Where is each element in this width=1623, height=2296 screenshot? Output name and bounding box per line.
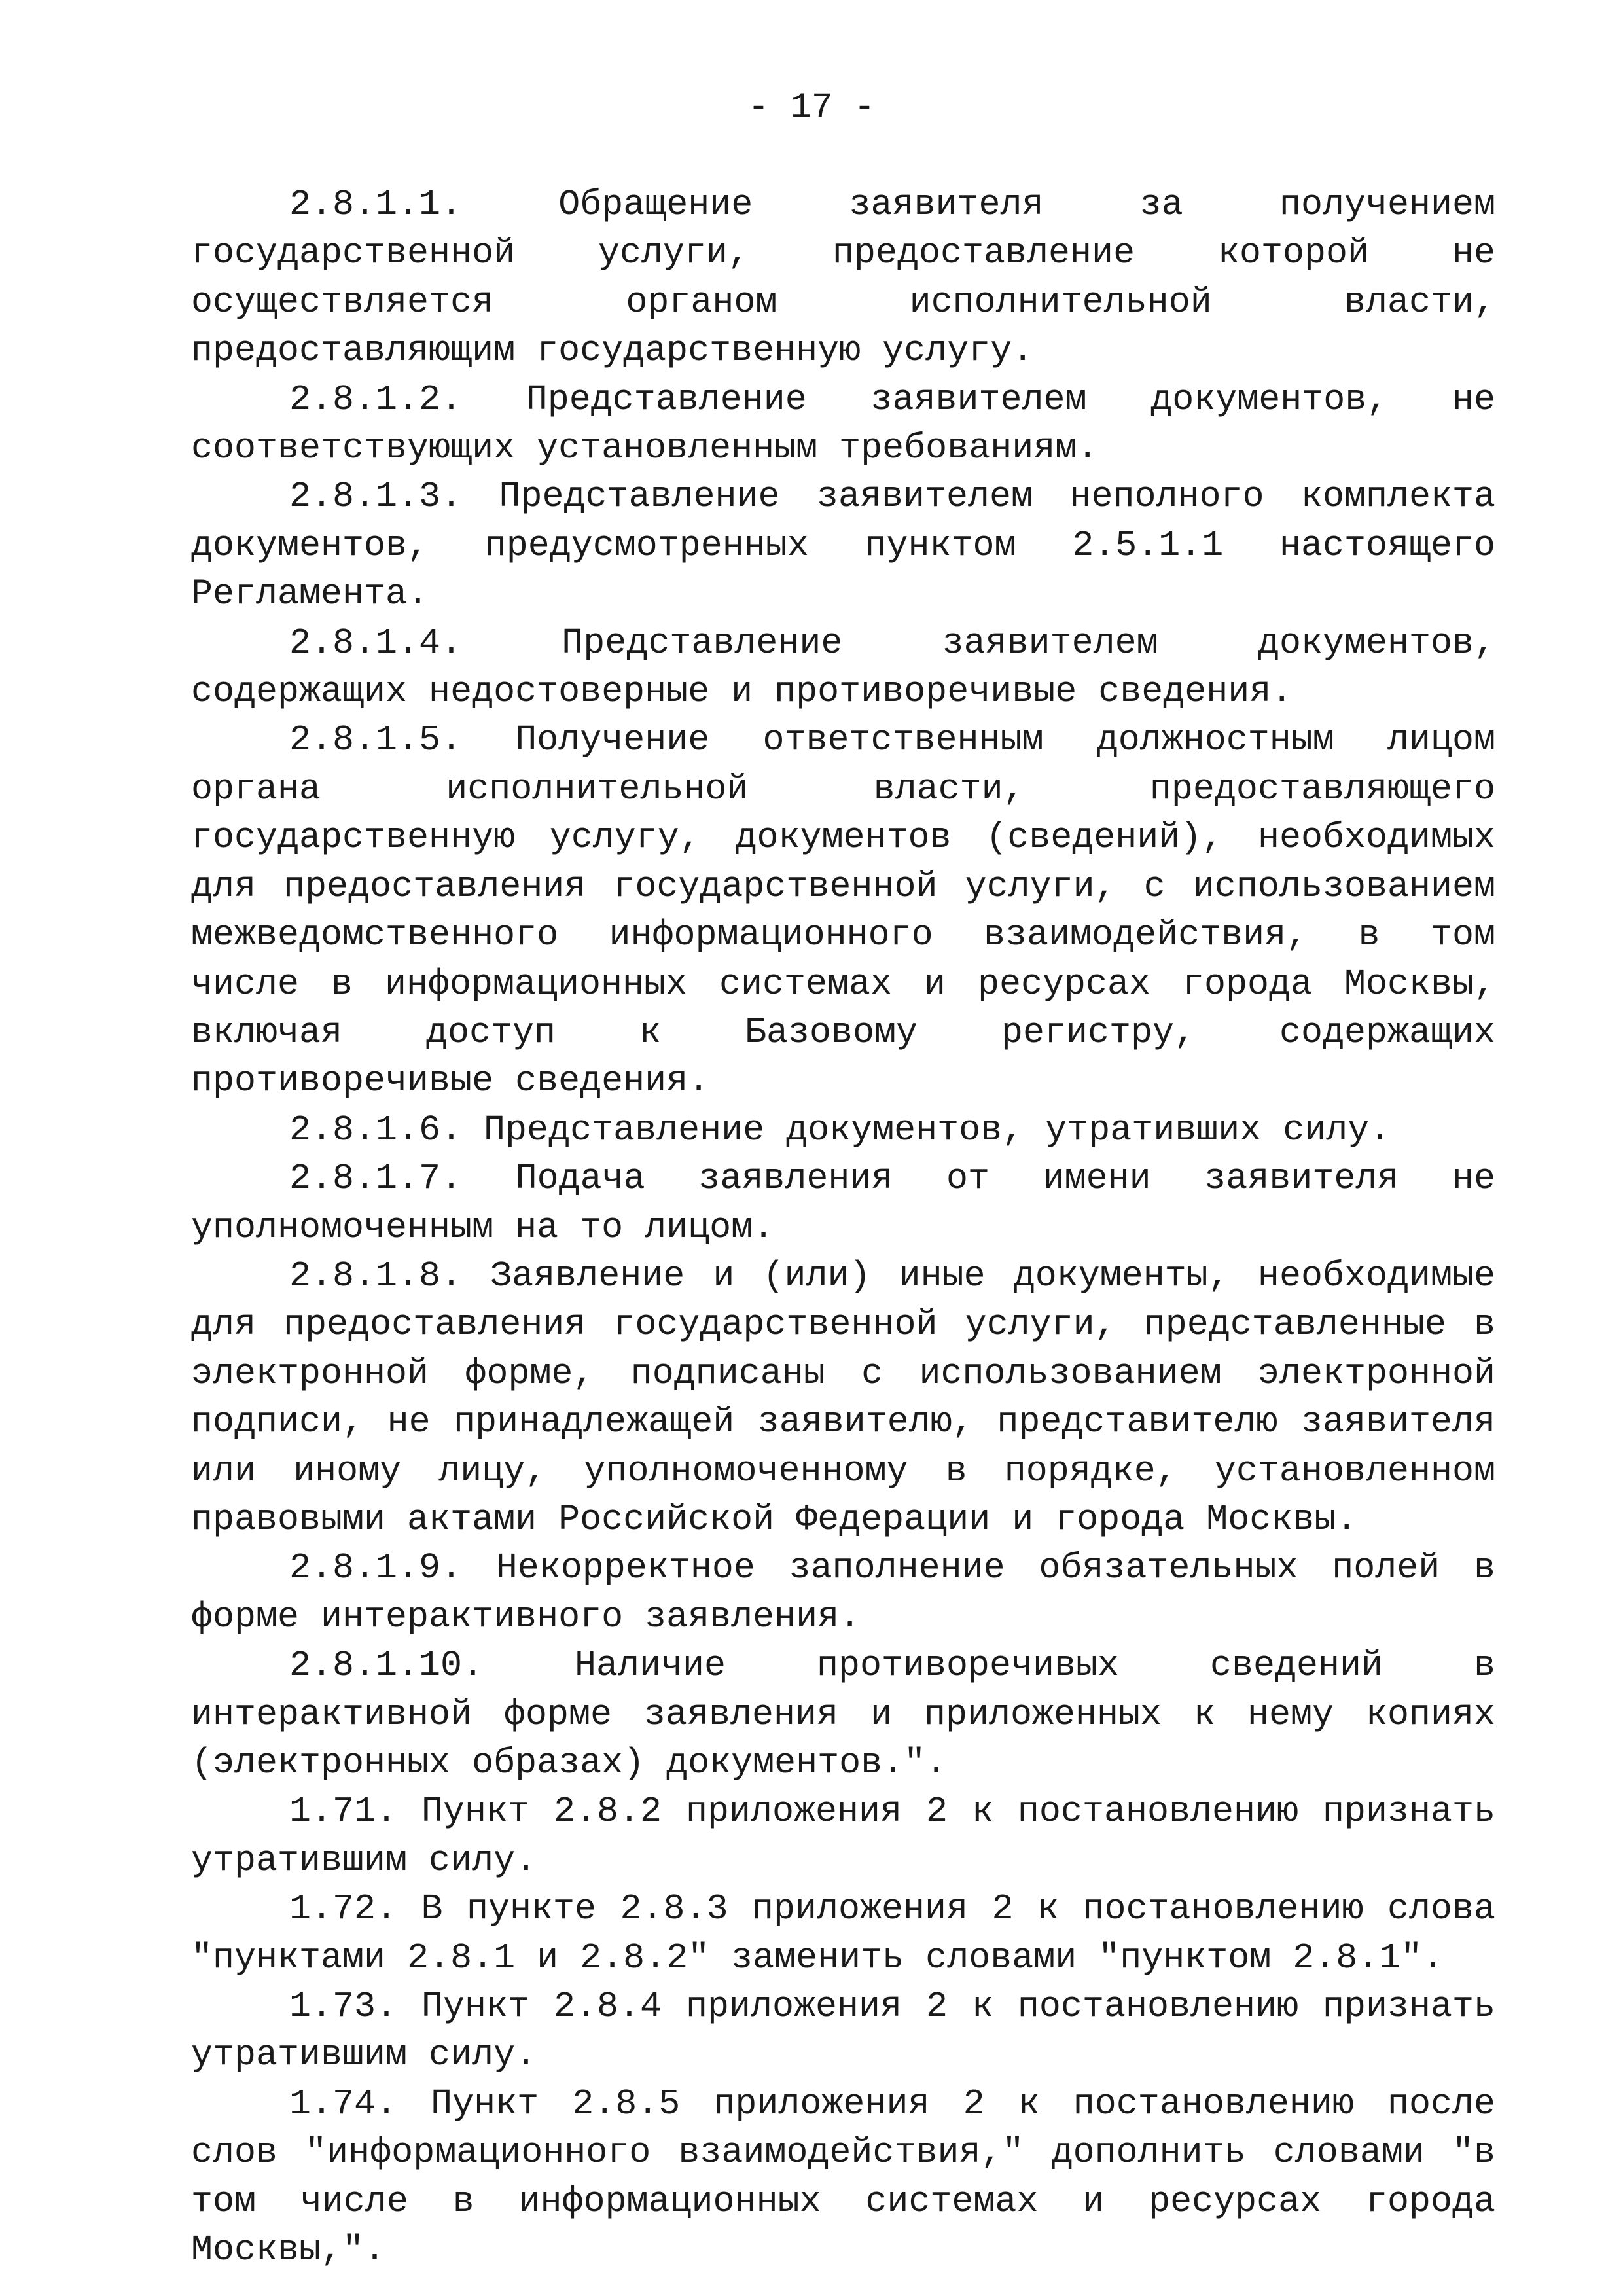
paragraph-2-8-1-1: 2.8.1.1. Обращение заявителя за получением государственной услуги, предоставление которой не осуществляется органом исполнительной власти, предоставляющим государственную услугу. (191, 184, 1495, 372)
paragraph-1-71: 1.71. Пункт 2.8.2 приложения 2 к постановлению признать утратившим силу. (191, 1791, 1495, 1881)
paragraph-2-8-1-7: 2.8.1.7. Подача заявления от имени заявителя не уполномоченным на то лицом. (191, 1158, 1495, 1248)
paragraph-2-8-1-6: 2.8.1.6. Представление документов, утративших силу. (289, 1109, 1391, 1151)
paragraph-2-8-1-3: 2.8.1.3. Представление заявителем неполного комплекта документов, предусмотренных пунктом 2.5.1.1 настоящего Регламента. (191, 476, 1495, 615)
paragraph-1-72: 1.72. В пункте 2.8.3 приложения 2 к постановлению слова "пунктами 2.8.1 и 2.8.2" заменить словами "пунктом 2.8.1". (191, 1888, 1495, 1979)
paragraph-2-8-1-4: 2.8.1.4. Представление заявителем документов, содержащих недостоверные и противоречивые сведения. (191, 622, 1495, 713)
paragraph-2-8-1-5: 2.8.1.5. Получение ответственным должностным лицом органа исполнительной власти, предоставляющего государственную услугу, документов (сведений), необходимых для предоставления государственной услуги, с использованием межведомственного информационного взаимодействия, в том числе в информационных системах и ресурсах города Москвы, включая доступ к Базовому регистру, содержащих противоречивые сведения. (191, 719, 1495, 1102)
paragraph-2-8-1-10: 2.8.1.10. Наличие противоречивых сведений в интерактивной форме заявления и приложенных к нему копиях (электронных образах) документов.". (191, 1645, 1495, 1784)
page-number: - 17 - (747, 88, 876, 128)
paragraph-1-73: 1.73. Пункт 2.8.4 приложения 2 к постановлению признать утратившим силу. (191, 1986, 1495, 2076)
document-body (191, 181, 1495, 2274)
paragraph-1-74: 1.74. Пункт 2.8.5 приложения 2 к постановлению после слов "информационного взаимодействия," дополнить словами "в том числе в информационных системах и ресурсах города Москвы,". (191, 2083, 1495, 2271)
paragraph-2-8-1-9: 2.8.1.9. Некорректное заполнение обязательных полей в форме интерактивного заявления. (191, 1547, 1495, 1638)
paragraph-2-8-1-8: 2.8.1.8. Заявление и (или) иные документы, необходимые для предоставления государственной услуги, представленные в электронной форме, подписаны с использованием электронной подписи, не принадлежащей заявителю, представителю заявителя или иному лицу, уполномоченному в порядке, установленном правовыми актами Российской Федерации и города Москвы. (191, 1255, 1495, 1540)
paragraph-2-8-1-2: 2.8.1.2. Представление заявителем документов, не соответствующих установленным требованиям. (191, 378, 1495, 469)
